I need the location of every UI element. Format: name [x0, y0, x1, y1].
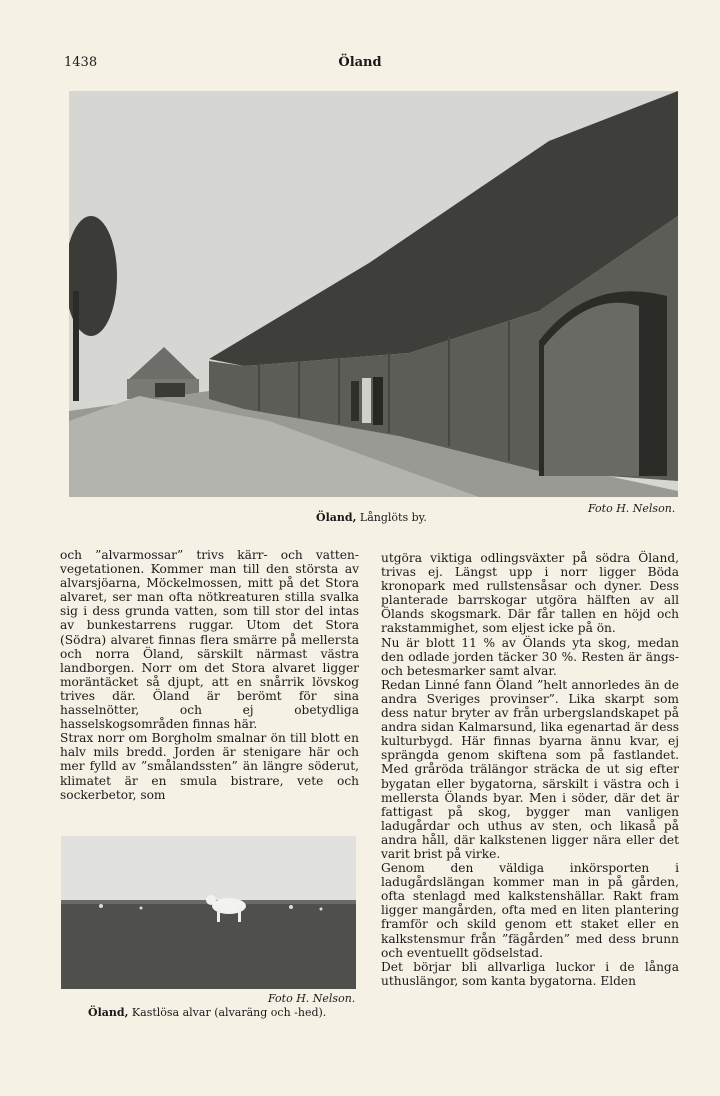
paragraph: Genom den väldiga inkörsporten i ladugårdslängan kommer man in på gården, ofta stenlagd med kalkstenshällar. Rakt fram ligger mangården, ofta med en liten plantering framför och skild genom ett staket eller en kalkstensmur från ”fägården” med dess brunn och eventuellt gödselstad.	[381, 861, 679, 960]
paragraph: Nu är blott 11 % av Ölands yta skog, medan den odlade jorden täcker 30 %. Resten är ängs- och betesmarker samt alvar.	[381, 635, 679, 678]
small-photo-caption	[88, 1006, 326, 1019]
page-number: 1438	[64, 55, 98, 70]
running-head: Öland	[338, 55, 382, 70]
paragraph: Strax norr om Borgholm smalnar ön till blott en halv mils bredd. Jorden är stenigare här och mer fylld av ”smålandssten” än längre söderut, klimatet är en smula bistrare, vete och sockerbetor, som	[60, 731, 359, 802]
photo-kastlosa-alvar	[61, 836, 356, 989]
paragraph: Redan Linné fann Öland ”helt annorledes än de andra Sveriges provinser”. Lika skarpt som dess natur bryter av från urbergslandskapet på andra sidan Kalmarsund, lika egenartad är dess kulturbygd. Här finnas byarna ännu kvar, ej sprängda genom skiftena som på fastlandet. Med gråröda trälängor sträcka de ut sig efter bygatan eller bygatorna, särskilt i västra och i mellersta Ölands byar. Men i söder, där det är fattigast på skog, bygger man vanligen ladugårdar och uthus av sten, och likaså på andra håll, där kalkstenen ligger nära eller det varit brist på virke.	[381, 677, 679, 861]
paragraph: Det börjar bli allvarliga luckor i de långa uthuslängor, som kanta bygatorna. Elden	[381, 959, 679, 988]
small-caption-text: Kastlösa alvar (alvaräng och -hed).	[128, 1006, 327, 1019]
photo-langlots-by	[69, 91, 678, 497]
main-caption-place: Öland,	[316, 511, 357, 524]
right-column	[381, 551, 679, 988]
left-column	[60, 548, 359, 802]
main-photo-credit: Foto H. Nelson.	[588, 502, 676, 515]
paragraph: utgöra viktiga odlingsväxter på södra Öland, trivas ej. Längst upp i norr ligger Böda kronopark med rullstensåsar och dyner. Dess planterade barrskogar utgöra hälften av all Ölands skogsmark. Där får tallen en höjd och rakstammighet, som eljest icke på ön.	[381, 551, 679, 636]
small-caption-place: Öland,	[88, 1006, 129, 1019]
main-photo-caption	[316, 511, 427, 524]
small-photo-credit: Foto H. Nelson.	[268, 992, 356, 1005]
main-caption-text: Långlöts by.	[356, 511, 427, 524]
paragraph: och ”alvarmossar” trivs kärr- och vatten-vegetationen. Kommer man till den största av alvarsjöarna, Möckelmossen, mitt på det Stora alvaret, ser man ofta nötkreaturen stilla svalka sig i dess grunda vatten, som till stor del intas av bunkestarrens ruggar. Utom det Stora (Södra) alvaret finnas flera smärre på mellersta och norra Öland, särskilt närmast västra landborgen. Norr om det Stora alvaret ligger moräntäcket så djupt, att en snårrik lövskog trives där. Öland är berömt för sina hasselnötter, och ej obetydliga hasselskogsområden finnas här.	[60, 548, 359, 732]
